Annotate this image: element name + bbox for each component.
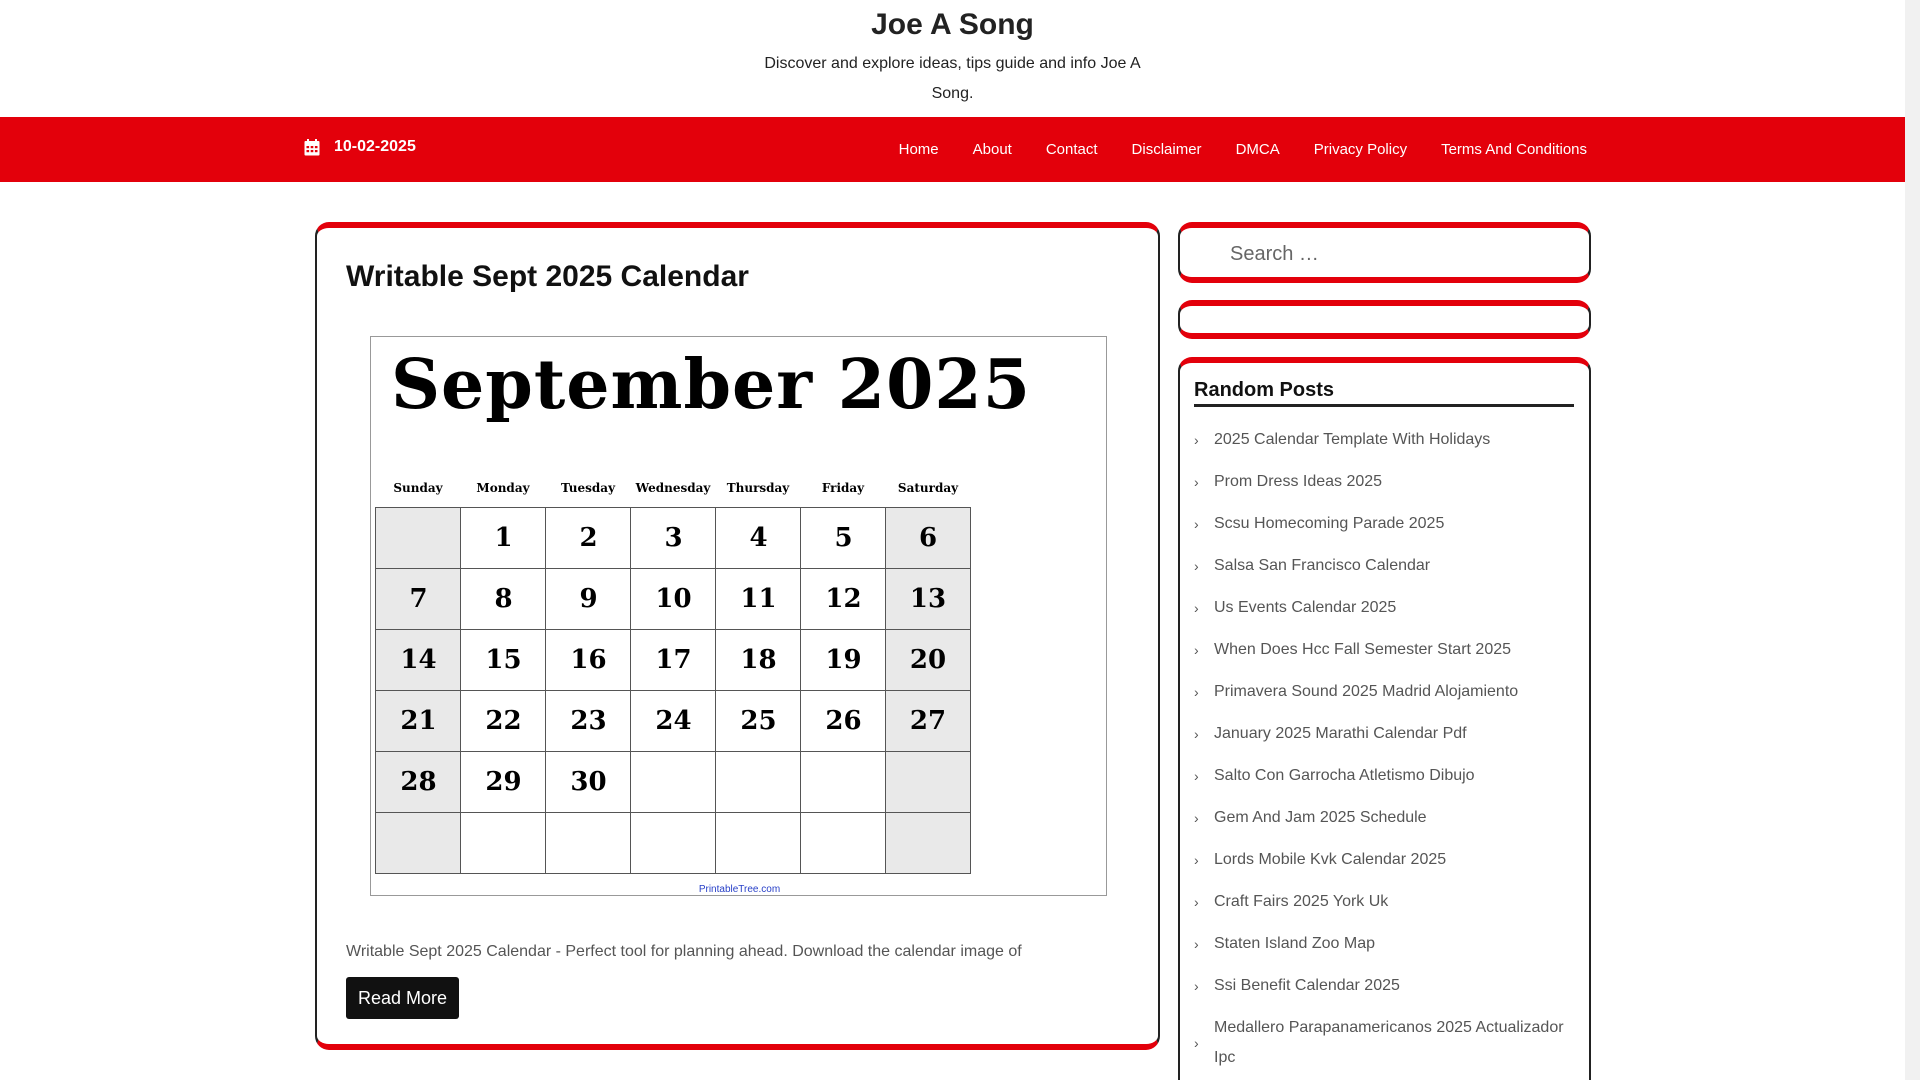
- random-post-link[interactable]: [1194, 971, 1579, 1001]
- calendar-day-cell: 14: [375, 629, 462, 691]
- read-more-button[interactable]: Read More: [346, 977, 459, 1019]
- nav-item-about[interactable]: About: [972, 141, 1012, 158]
- calendar-day-cell: 1: [460, 507, 547, 569]
- post-excerpt: Writable Sept 2025 Calendar - Perfect tool for planning ahead. Download the calendar image of: [346, 943, 1022, 960]
- calendar-day-cell: 12: [800, 568, 887, 630]
- site-description: Discover and explore ideas, tips guide and info Joe A Song.: [764, 55, 1141, 102]
- chevron-right-icon: ›: [1194, 726, 1199, 742]
- random-post-link[interactable]: [1194, 1013, 1579, 1073]
- nav-menu: [865, 117, 1587, 182]
- chevron-right-icon: ›: [1194, 852, 1199, 868]
- random-post-label: 2025 Calendar Template With Holidays: [1214, 431, 1491, 448]
- calendar-image[interactable]: [370, 336, 1107, 896]
- random-post-link[interactable]: [1194, 677, 1579, 707]
- nav-item-disclaimer[interactable]: Disclaimer: [1131, 141, 1202, 158]
- random-post-label: Lords Mobile Kvk Calendar 2025: [1214, 851, 1447, 868]
- chevron-right-icon: ›: [1194, 474, 1199, 490]
- chevron-right-icon: ›: [1194, 768, 1199, 784]
- calendar-weekday: Friday: [821, 481, 865, 495]
- calendar-day-cell: [460, 812, 547, 874]
- random-post-link[interactable]: [1194, 887, 1579, 917]
- nav-item-privacy-policy[interactable]: Privacy Policy: [1313, 141, 1408, 158]
- calendar-day-cell: [630, 751, 717, 813]
- random-post-label: Us Events Calendar 2025: [1214, 599, 1397, 616]
- calendar-day-cell: 25: [715, 690, 802, 752]
- nav-item-contact[interactable]: Contact: [1045, 141, 1098, 158]
- calendar-day-cell: [885, 751, 971, 813]
- calendar-day-cell: 21: [375, 690, 462, 752]
- chevron-right-icon: ›: [1194, 810, 1199, 826]
- chevron-right-icon: ›: [1194, 516, 1199, 532]
- random-post-link[interactable]: [1194, 719, 1579, 749]
- calendar-weekday: Thursday: [726, 481, 790, 495]
- random-post-link[interactable]: [1194, 761, 1579, 791]
- calendar-day-cell: 11: [715, 568, 802, 630]
- search-input[interactable]: [1230, 238, 1570, 270]
- chevron-right-icon: ›: [1194, 642, 1199, 658]
- calendar-title: September 2025: [390, 345, 1032, 425]
- random-posts-title: Random Posts: [1194, 379, 1574, 407]
- calendar-weekday: Sunday: [393, 481, 443, 495]
- random-post-label: Salto Con Garrocha Atletismo Dibujo: [1214, 767, 1475, 784]
- calendar-day-cell: 30: [545, 751, 632, 813]
- random-post-label: Ssi Benefit Calendar 2025: [1214, 977, 1400, 994]
- calendar-day-cell: [375, 507, 462, 569]
- calendar-day-cell: 20: [885, 629, 971, 691]
- calendar-day-cell: [715, 751, 802, 813]
- chevron-right-icon: ›: [1194, 936, 1199, 952]
- chevron-right-icon: ›: [1194, 432, 1199, 448]
- random-post-link[interactable]: [1194, 467, 1579, 497]
- random-post-link[interactable]: [1194, 635, 1579, 665]
- calendar-day-cell: 4: [715, 507, 802, 569]
- random-post-link[interactable]: [1194, 509, 1579, 539]
- calendar-day-cell: [630, 812, 717, 874]
- post-title[interactable]: Writable Sept 2025 Calendar: [346, 260, 749, 293]
- calendar-weekday: Tuesday: [560, 481, 616, 495]
- calendar-day-cell: 15: [460, 629, 547, 691]
- chevron-right-icon: ›: [1194, 894, 1199, 910]
- random-post-label: Primavera Sound 2025 Madrid Alojamiento: [1214, 683, 1519, 700]
- calendar-day-cell: 23: [545, 690, 632, 752]
- calendar-day-cell: 26: [800, 690, 887, 752]
- calendar-day-cell: 8: [460, 568, 547, 630]
- random-posts-widget: [1178, 357, 1591, 1080]
- random-post-link[interactable]: [1194, 929, 1579, 959]
- site-title[interactable]: Joe A Song: [871, 8, 1034, 41]
- current-date: [304, 138, 416, 156]
- calendar-icon: [304, 139, 320, 156]
- current-date-text: 10-02-2025: [334, 138, 416, 155]
- nav-item-home[interactable]: Home: [898, 141, 939, 158]
- page-scrollbar[interactable]: [1905, 0, 1920, 1080]
- chevron-right-icon: ›: [1194, 684, 1199, 700]
- random-post-link[interactable]: [1194, 593, 1579, 623]
- calendar-day-cell: 7: [375, 568, 462, 630]
- calendar-day-cell: [885, 812, 971, 874]
- calendar-weekday: Saturday: [897, 481, 959, 495]
- calendar-day-cell: [545, 812, 632, 874]
- calendar-day-cell: [375, 812, 462, 874]
- random-post-link[interactable]: [1194, 425, 1579, 455]
- calendar-day-cell: 29: [460, 751, 547, 813]
- random-post-label: Staten Island Zoo Map: [1214, 935, 1375, 952]
- chevron-right-icon: ›: [1194, 1035, 1199, 1051]
- random-post-label: Medallero Parapanamericanos 2025 Actualizador Ipc: [1214, 1019, 1564, 1066]
- random-post-label: When Does Hcc Fall Semester Start 2025: [1214, 641, 1512, 658]
- calendar-day-cell: 10: [630, 568, 717, 630]
- calendar-day-cell: 17: [630, 629, 717, 691]
- calendar-day-cell: 28: [375, 751, 462, 813]
- random-post-link[interactable]: [1194, 803, 1579, 833]
- calendar-day-cell: 27: [885, 690, 971, 752]
- site-header: [0, 0, 1905, 117]
- calendar-day-cell: [800, 751, 887, 813]
- random-posts-list: [1194, 425, 1579, 1080]
- calendar-day-cell: [800, 812, 887, 874]
- main-nav-bar: [0, 117, 1905, 182]
- calendar-day-cell: 13: [885, 568, 971, 630]
- calendar-day-cell: 19: [800, 629, 887, 691]
- calendar-source: PrintableTree.com: [698, 884, 781, 895]
- random-post-link[interactable]: [1194, 845, 1579, 875]
- chevron-right-icon: ›: [1194, 600, 1199, 616]
- random-post-label: Scsu Homecoming Parade 2025: [1214, 515, 1445, 532]
- calendar-day-cell: 6: [885, 507, 971, 569]
- chevron-right-icon: ›: [1194, 558, 1199, 574]
- nav-item-terms[interactable]: Terms And Conditions: [1441, 141, 1587, 158]
- random-post-label: Salsa San Francisco Calendar: [1214, 557, 1431, 574]
- post-card: [315, 222, 1160, 1050]
- calendar-day-cell: 3: [630, 507, 717, 569]
- random-post-label: January 2025 Marathi Calendar Pdf: [1214, 725, 1467, 742]
- calendar-day-cell: 2: [545, 507, 632, 569]
- calendar-day-cell: 9: [545, 568, 632, 630]
- nav-item-dmca[interactable]: DMCA: [1235, 141, 1280, 158]
- empty-widget: [1178, 300, 1591, 339]
- random-post-label: Gem And Jam 2025 Schedule: [1214, 809, 1427, 826]
- calendar-weekday: Monday: [476, 481, 530, 495]
- random-post-label: Prom Dress Ideas 2025: [1214, 473, 1383, 490]
- random-post-label: Craft Fairs 2025 York Uk: [1214, 893, 1389, 910]
- search-widget: [1178, 222, 1591, 283]
- random-post-link[interactable]: [1194, 551, 1579, 581]
- calendar-day-cell: 16: [545, 629, 632, 691]
- calendar-day-cell: [715, 812, 802, 874]
- calendar-day-cell: 22: [460, 690, 547, 752]
- calendar-weekday: Wednesday: [635, 481, 711, 495]
- calendar-day-cell: 18: [715, 629, 802, 691]
- calendar-day-cell: 5: [800, 507, 887, 569]
- calendar-day-cell: 24: [630, 690, 717, 752]
- chevron-right-icon: ›: [1194, 978, 1199, 994]
